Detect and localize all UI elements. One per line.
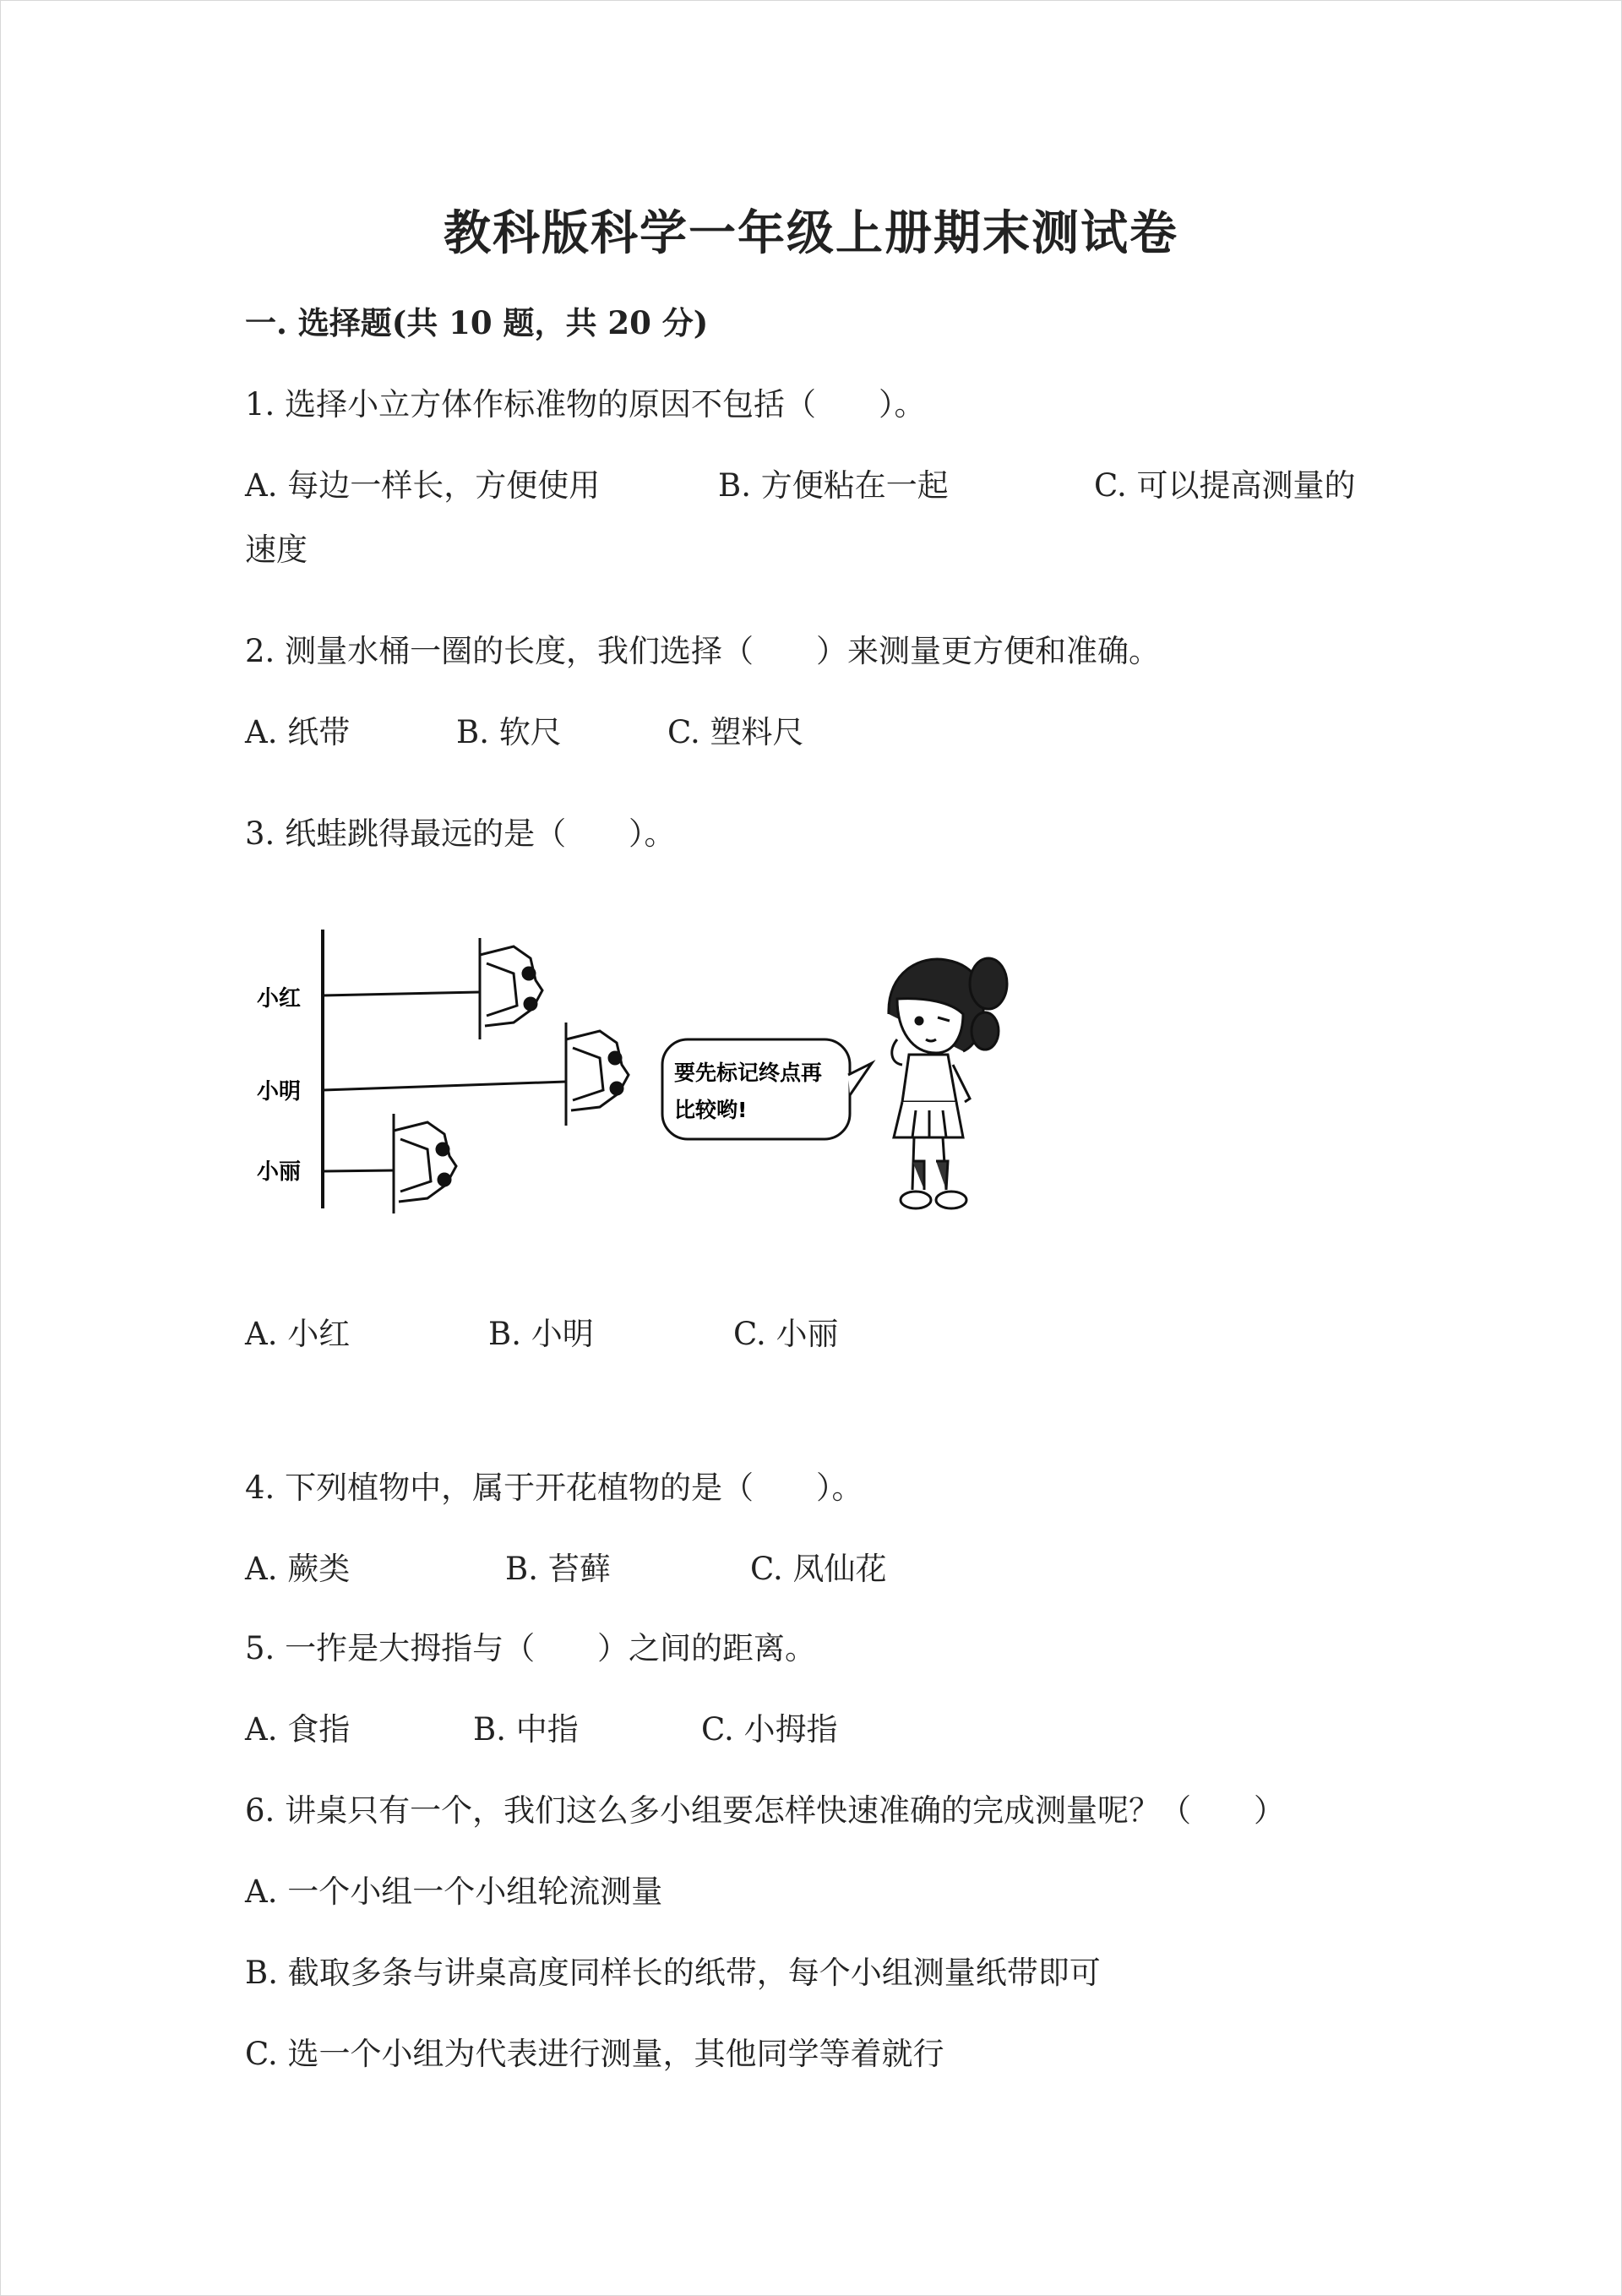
paper-frog-xiaoming — [566, 1023, 629, 1126]
speech-line-2: 比较哟! — [674, 1098, 748, 1122]
question-2-option-b: B. 软尺 — [456, 714, 562, 750]
section-heading: 一. 选择题(共 10 题，共 20 分) — [245, 304, 709, 341]
question-6-option-b: B. 截取多条与讲桌高度同样长的纸带，每个小组测量纸带即可 — [245, 1955, 1101, 1991]
question-5-option-b: B. 中指 — [473, 1711, 579, 1748]
name-xiaoming: 小明 — [257, 1079, 302, 1104]
question-4-stem: 4. 下列植物中，属于开花植物的是（ ）。 — [245, 1470, 863, 1506]
question-6-option-a: A. 一个小组一个小组轮流测量 — [245, 1873, 663, 1910]
question-3-option-a: A. 小红 — [245, 1316, 351, 1352]
paper-frog-xiaoli — [394, 1114, 456, 1213]
question-5-option-a: A. 食指 — [245, 1711, 351, 1748]
jump-line-xiaoli — [323, 1170, 394, 1171]
question-1-option-b: B. 方便粘在一起 — [718, 467, 949, 504]
frog-jump-illustration — [245, 921, 1039, 1234]
question-4-option-b: B. 苔藓 — [505, 1551, 611, 1587]
question-1-option-c: C. 可以提高测量的 — [1094, 467, 1356, 504]
frog-jump-figure — [245, 921, 1039, 1234]
question-5-option-c: C. 小拇指 — [701, 1711, 838, 1748]
speech-bubble — [662, 1039, 872, 1139]
jump-line-xiaohong — [323, 992, 480, 995]
question-4-option-a: A. 蕨类 — [245, 1551, 351, 1587]
page-title: 教科版科学一年级上册期末测试卷 — [444, 205, 1178, 261]
question-3-option-c: C. 小丽 — [733, 1316, 839, 1352]
question-5-stem: 5. 一拃是大拇指与（ ）之间的距离。 — [245, 1630, 817, 1666]
question-2-option-c: C. 塑料尺 — [667, 714, 804, 750]
question-1-stem: 1. 选择小立方体作标准物的原因不包括（ ）。 — [245, 386, 926, 423]
question-2-option-a: A. 纸带 — [245, 714, 351, 750]
question-3-option-b: B. 小明 — [488, 1316, 594, 1352]
question-1-option-a: A. 每边一样长，方便使用 — [245, 467, 601, 504]
question-6-stem: 6. 讲桌只有一个，我们这么多小组要怎样快速准确的完成测量呢？（ ） — [245, 1792, 1286, 1829]
girl-character-illustration — [889, 958, 1007, 1208]
name-xiaohong: 小红 — [257, 986, 302, 1012]
question-1-option-c-continuation: 速度 — [245, 532, 308, 568]
paper-frog-xiaohong — [480, 938, 542, 1039]
question-6-option-c: C. 选一个小组为代表进行测量，其他同学等着就行 — [245, 2036, 944, 2072]
question-2-stem: 2. 测量水桶一圈的长度，我们选择（ ）来测量更方便和准确。 — [245, 633, 1161, 669]
speech-line-1: 要先标记终点再 — [674, 1061, 823, 1085]
question-4-option-c: C. 凤仙花 — [750, 1551, 887, 1587]
name-xiaoli: 小丽 — [257, 1159, 302, 1185]
question-3-stem: 3. 纸蛙跳得最远的是（ ）。 — [245, 815, 676, 852]
jump-line-xiaoming — [323, 1082, 566, 1090]
